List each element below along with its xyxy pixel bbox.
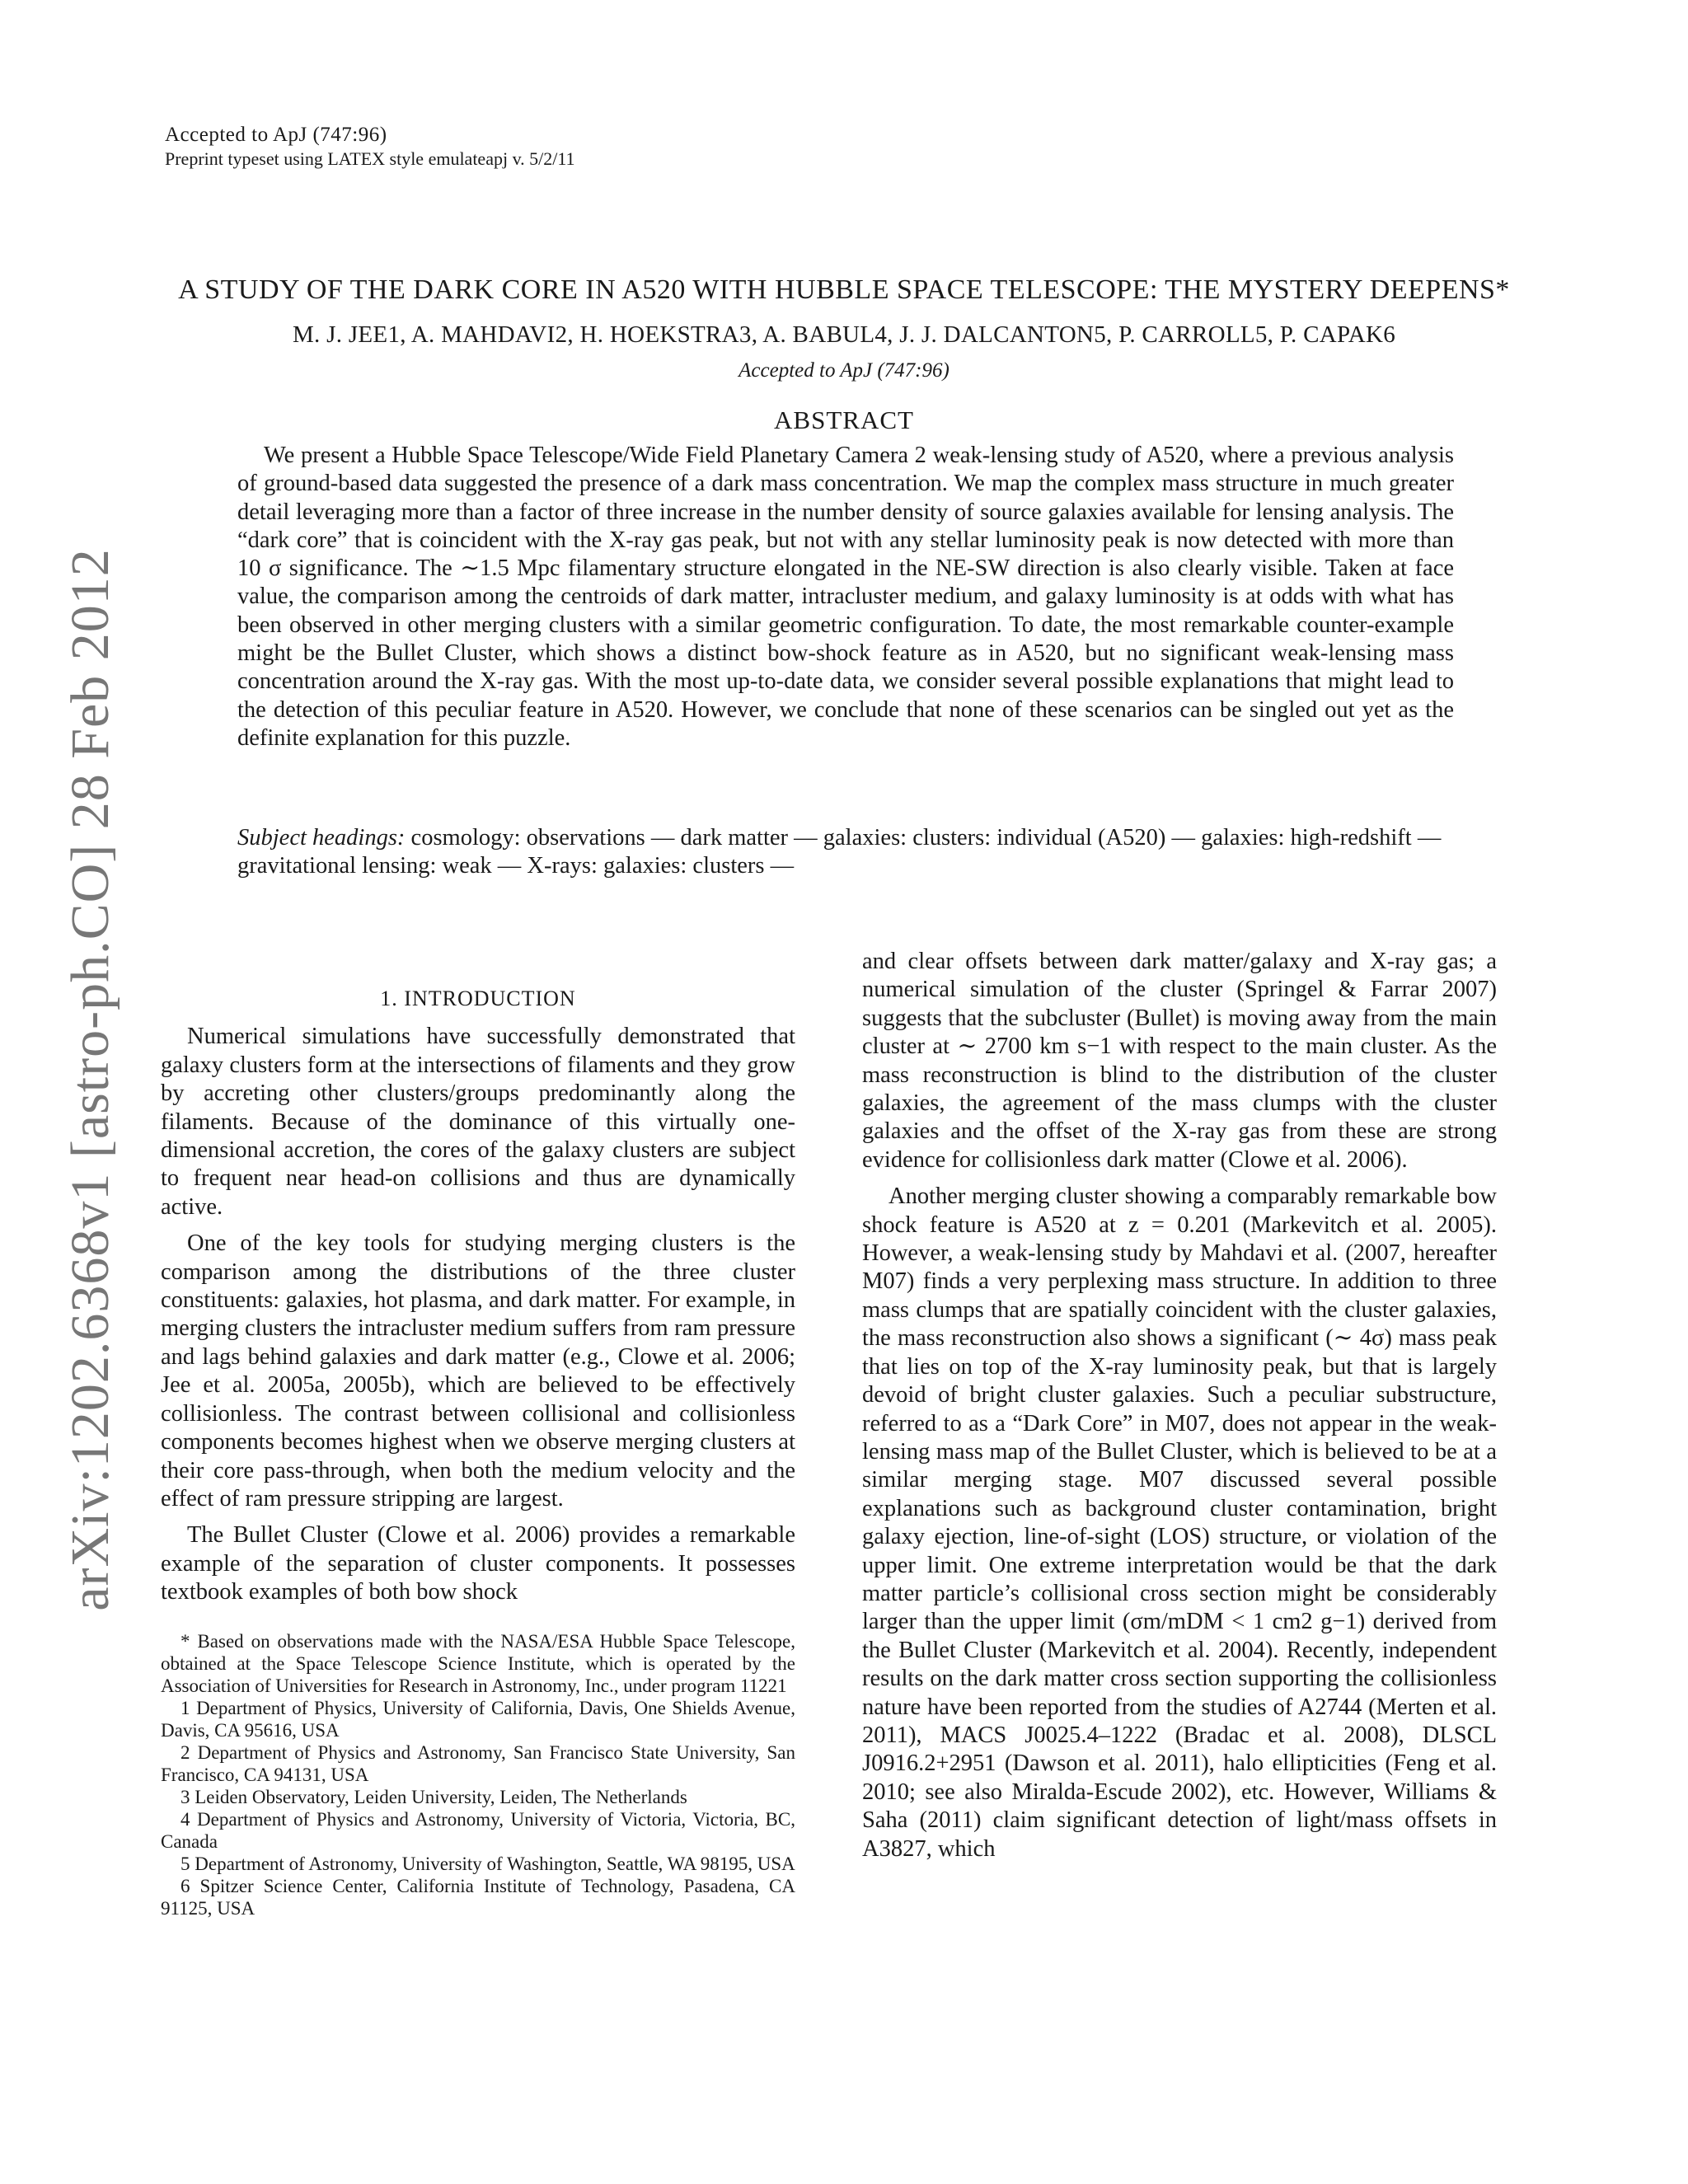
section-heading-introduction: 1. INTRODUCTION xyxy=(380,987,576,1010)
abstract-body xyxy=(237,442,1454,752)
paper-title: A STUDY OF THE DARK CORE IN A520 WITH HUBBLE SPACE TELESCOPE: THE MYSTERY DEEPENS* xyxy=(178,274,1510,305)
right-column xyxy=(862,948,1497,1863)
footnote: 6 Spitzer Science Center, California Institute of Technology, Pasadena, CA 91125, USA xyxy=(161,1876,795,1919)
abstract-heading: ABSTRACT xyxy=(774,405,914,434)
footnote: 1 Department of Physics, University of California, Davis, One Shields Avenue, Davis, CA 95616, USA xyxy=(161,1698,795,1741)
body-paragraph: Another merging cluster showing a comparably remarkable bow shock feature is A520 at z = 0.201 (Markevitch et al. 2005). However, a weak-lensing study by Mahdavi et al. (2007, hereafter M07) finds a very perplexing mass structure. In addition to three mass clumps that are spatially coincident with the cluster galaxies, the mass reconstruction also shows a significant (∼ 4σ) mass peak that lies on top of the X-ray luminosity peak, but that is largely devoid of bright cluster galaxies. Such a peculiar substructure, referred to as a “Dark Core” in M07, does not appear in the weak-lensing mass map of the Bullet Cluster, which is believed to be at a similar merging stage. M07 discussed several possible explanations such as background cluster contamination, bright galaxy ejection, line-of-sight (LOS) structure, or violation of the upper limit. One extreme interpretation would be that the dark matter particle’s collisional cross section might be considerably larger than the upper limit (σm/mDM < 1 cm2 g−1) derived from the Bullet Cluster (Markevitch et al. 2004). Recently, independent results on the dark matter cross section supporting the collisionless nature have been reported from the studies of A2744 (Merten et al. 2011), MACS J0025.4–1222 (Bradac et al. 2008), DLSCL J0916.2+2951 (Dawson et al. 2011), halo ellipticities (Feng et al. 2010; see also Miralda-Escude 2002), etc. However, Williams & Saha (2011) claim significant detection of light/mass offsets in A3827, which xyxy=(862,1183,1497,1862)
abstract-paragraph: We present a Hubble Space Telescope/Wide Field Planetary Camera 2 weak-lensing study of A520, where a previous analysis of ground-based data suggested the presence of a dark mass concentration. We map the complex mass structure in much greater detail leveraging more than a factor of three increase in the number density of source galaxies available for lensing analysis. The “dark core” that is coincident with the X-ray gas peak, but not with any stellar luminosity peak is now detected with more than 10 σ significance. The ∼1.5 Mpc filamentary structure elongated in the NE-SW direction is also clearly visible. Taken at face value, the comparison among the centroids of dark matter, intracluster medium, and galaxy luminosity is at odds with what has been observed in other merging clusters with a similar geometric configuration. To date, the most remarkable counter-example might be the Bullet Cluster, which shows a distinct bow-shock feature as in A520, but no significant weak-lensing mass concentration around the X-ray gas. With the most up-to-date data, we consider several possible explanations that might lead to the detection of this peculiar feature in A520. However, we conclude that none of these scenarios can be singled out yet as the definite explanation for this puzzle. xyxy=(237,443,1454,751)
subject-headings-text: cosmology: observations — dark matter — galaxies: clusters: individual (A520) — galaxies: high-redshift — gravitational lensing: weak — X-rays: galaxies: clusters — xyxy=(237,825,1442,879)
body-paragraph: One of the key tools for studying merging clusters is the comparison among the distributions of the three cluster constituents: galaxies, hot plasma, and dark matter. For example, in merging clusters the intracluster medium suffers from ram pressure and lags behind galaxies and dark matter (e.g., Clowe et al. 2006; Jee et al. 2005a, 2005b), which are believed to be effectively collisionless. The contrast between collisional and collisionless components becomes highest when we observe merging clusters at their core pass-through, when both the medium velocity and the effect of ram pressure stripping are largest. xyxy=(161,1230,795,1511)
footnotes xyxy=(161,1630,795,1919)
journal-status: Accepted to ApJ (747:96) xyxy=(165,124,387,146)
subject-headings xyxy=(237,824,1454,880)
arxiv-identifier: arXiv:1202.6368v1 [astro-ph.CO] 28 Feb 2012 xyxy=(60,548,120,1611)
left-column xyxy=(161,985,795,1607)
footnote: 3 Leiden Observatory, Leiden University, Leiden, The Netherlands xyxy=(181,1787,687,1807)
acceptance-note: Accepted to ApJ (747:96) xyxy=(738,359,950,382)
footnote: 5 Department of Astronomy, University of Washington, Seattle, WA 98195, USA xyxy=(181,1854,795,1874)
footnote: 4 Department of Physics and Astronomy, University of Victoria, Victoria, BC, Canada xyxy=(161,1809,795,1852)
body-paragraph: The Bullet Cluster (Clowe et al. 2006) provides a remarkable example of the separation of cluster components. It possesses textbook examples of both bow shock xyxy=(161,1522,795,1605)
subject-headings-label: Subject headings: xyxy=(237,825,406,851)
body-paragraph: and clear offsets between dark matter/galaxy and X-ray gas; a numerical simulation of the cluster (Springel & Farrar 2007) suggests that the subcluster (Bullet) is moving away from the main cluster at ∼ 2700 km s−1 with respect to the main cluster. As the mass reconstruction is blind to the distribution of the cluster galaxies, the agreement of the mass clumps with the cluster galaxies and the offset of the X-ray gas from these are strong evidence for collisionless dark matter (Clowe et al. 2006). xyxy=(862,949,1497,1173)
body-paragraph: Numerical simulations have successfully demonstrated that galaxy clusters form at the intersections of filaments and they grow by accreting other clusters/groups predominantly along the filaments. Because of the dominance of this virtually one-dimensional accretion, the cores of the galaxy clusters are subject to frequent near head-on collisions and thus are dynamically active. xyxy=(161,1024,795,1220)
author-list: M. J. JEE1, A. MAHDAVI2, H. HOEKSTRA3, A. BABUL4, J. J. DALCANTON5, P. CARROLL5, P. CAPAK6 xyxy=(292,321,1396,348)
preprint-note: Preprint typeset using LATEX style emulateapj v. 5/2/11 xyxy=(165,148,575,169)
footnote: * Based on observations made with the NASA/ESA Hubble Space Telescope, obtained at the Space Telescope Science Institute, which is operated by the Association of Universities for Research in Astronomy, Inc., under program 11221 xyxy=(161,1631,795,1696)
footnote: 2 Department of Physics and Astronomy, San Francisco State University, San Francisco, CA 94131, USA xyxy=(161,1742,795,1785)
